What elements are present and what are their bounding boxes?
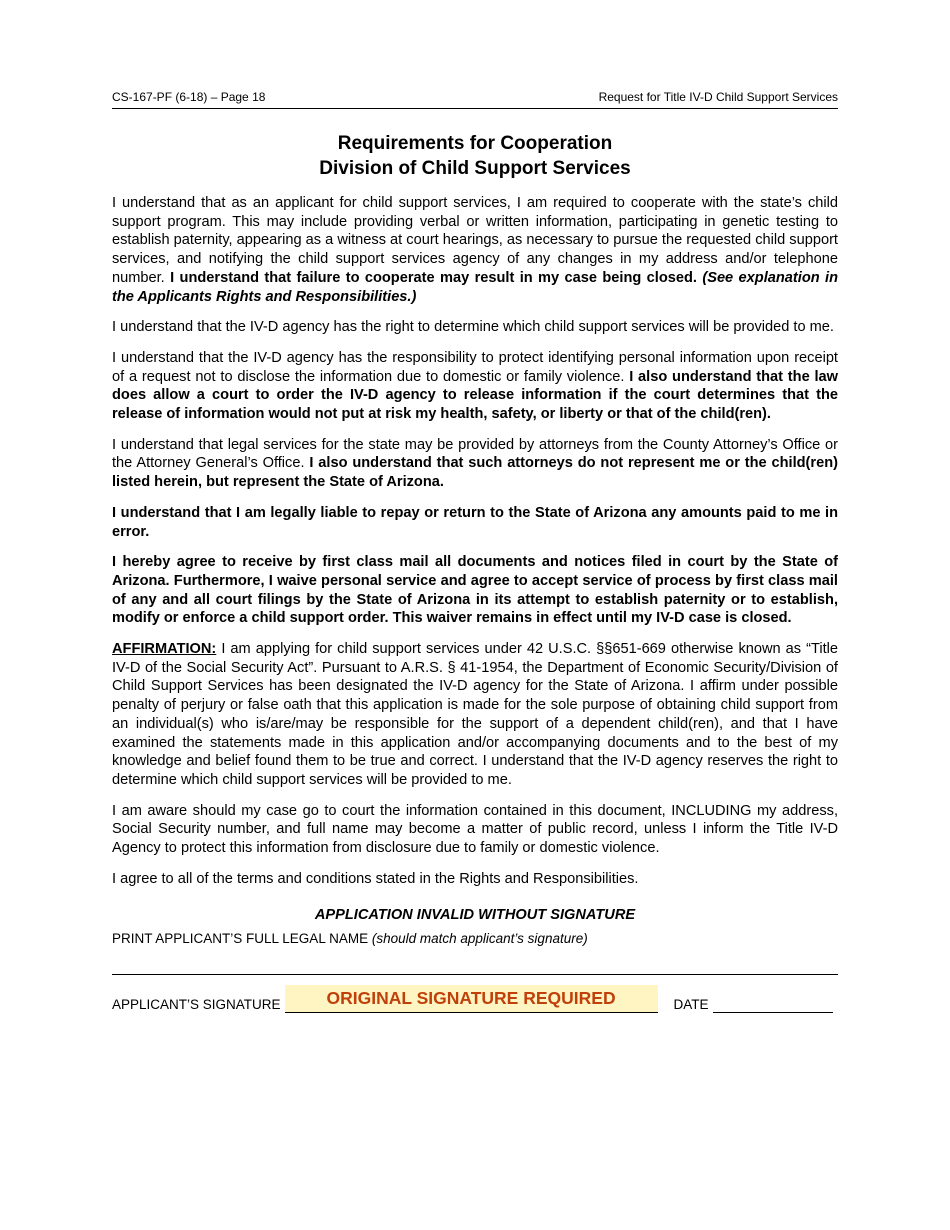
form-number: CS-167-PF (6-18) – Page 18	[112, 90, 266, 104]
cooperation-paragraph	[112, 194, 838, 306]
print-name-label-text: PRINT APPLICANT’S FULL LEGAL NAME	[112, 930, 372, 946]
privacy-court-text: I also understand that the law does allow a court to order the IV-D agency to release information if the court determines that the release of information would not put at risk my health, safety, or liberty or that of the child(ren).	[112, 368, 838, 423]
cooperation-reference: (See explanation in the Applicants Rights and Responsibilities.)	[112, 269, 838, 305]
affirmation-text: I am applying for child support services under 42 U.S.C. §§651-669 otherwise known as “Title IV-D of the Social Security Act”. Pursuant to A.R.S. § 41-1954, the Department of Economic Security/Division of Child Support Services has been designated the IV-D agency for the State of Arizona. I affirm under possible penalty of perjury or false oath that this application is made for the sole purpose of obtaining child support from an individual(s) who is/are/may be responsible for the support of a dependent child(ren), and that I have examined the statements made in this application and/or accompanying documents and to the best of my knowledge and belief found them to be true and correct. I understand that the IV-D agency reserves the right to determine which child support services will be provided to me.	[112, 641, 838, 788]
attorney-representation-text: I also understand that such attorneys do not represent me or the child(ren) listed herein, but represent the State of Arizona.	[112, 455, 838, 491]
signature-field[interactable]	[285, 985, 658, 1013]
legal-services-text: I understand that legal services for the state may be provided by attorneys from the County Attorney’s Office or the Attorney General’s Office.	[112, 436, 838, 472]
page-title	[112, 131, 838, 181]
title-line-2: Division of Child Support Services	[319, 158, 631, 179]
liability-paragraph	[112, 504, 838, 541]
cooperation-warning: I understand that failure to cooperate may result in my case being closed.	[170, 269, 703, 286]
form-title-header: Request for Title IV-D Child Support Services	[598, 90, 838, 104]
original-signature-required-box	[285, 985, 658, 1012]
privacy-text: I understand that the IV-D agency has the responsibility to protect identifying personal information upon receipt of a request not to disclose the information due to domestic or family violence.	[112, 349, 838, 385]
services-text: I understand that the IV-D agency has the right to determine which child support services will be provided to me.	[112, 319, 834, 336]
public-record-paragraph	[112, 802, 838, 858]
cooperation-text: I understand that as an applicant for child support services, I am required to cooperate with the state’s child support program. This may include providing verbal or written information, participating in genetic testing to establish paternity, appearing as a witness at court hearings, as necessary to pursue the requested child support services, and notifying the child support services agency of any changes in my address and/or telephone number.	[112, 195, 838, 286]
date-field[interactable]	[713, 998, 833, 1013]
services-paragraph	[112, 318, 838, 337]
full-legal-name-field[interactable]	[112, 973, 838, 975]
title-line-1: Requirements for Cooperation	[337, 133, 613, 154]
form-page	[112, 90, 838, 1013]
mail-waiver-paragraph	[112, 553, 838, 628]
page-header	[112, 90, 838, 109]
print-name-label	[112, 931, 838, 946]
signature-label: APPLICANT’S SIGNATURE	[112, 996, 281, 1012]
privacy-paragraph	[112, 349, 838, 424]
affirmation-label: AFFIRMATION:	[112, 641, 217, 658]
agreement-paragraph	[112, 870, 838, 889]
liability-text: I understand that I am legally liable to repay or return to the State of Arizona any amounts paid to me in error.	[112, 504, 838, 540]
print-name-hint: (should match applicant’s signature)	[371, 930, 588, 946]
date-label: DATE	[673, 996, 709, 1012]
mail-waiver-text: I hereby agree to receive by first class mail all documents and notices filed in court by the State of Arizona. Furthermore, I waive personal service and agree to accept service of process by first class mail of any and all court filings by the State of Arizona in its attempt to establish paternity or to establish, modify or enforce a child support order. This waiver remains in effect until my IV-D case is closed.	[112, 554, 838, 627]
affirmation-paragraph	[112, 640, 838, 790]
agreement-text: I agree to all of the terms and conditions stated in the Rights and Responsibilities.	[112, 870, 639, 887]
legal-services-paragraph	[112, 436, 838, 492]
public-record-text: I am aware should my case go to court the information contained in this document, INCLUDING my address, Social Security number, and full name may become a matter of public record, unless I inform the Title IV-D Agency to protect this information from disclosure due to family or domestic violence.	[112, 802, 838, 857]
signature-row	[112, 985, 838, 1013]
invalid-without-signature-notice: APPLICATION INVALID WITHOUT SIGNATURE	[314, 906, 636, 923]
signature-required-text: ORIGINAL SIGNATURE REQUIRED	[326, 987, 616, 1008]
